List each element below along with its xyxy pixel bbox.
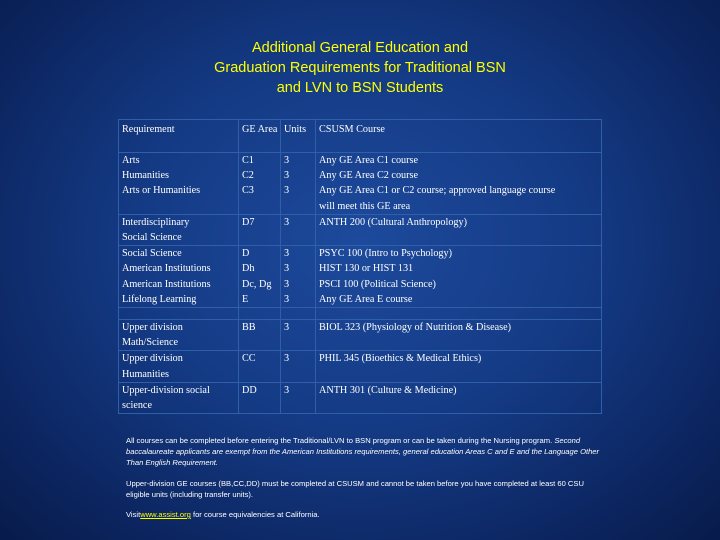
table-row [119, 351, 602, 382]
header-course: CSUSM Course [316, 120, 602, 153]
requirement-cell: Arts Humanities Arts or Humanities [119, 153, 239, 215]
requirement-cell: Interdisciplinary Social Science [119, 214, 239, 245]
requirement-cell: Upper-division social science [119, 382, 239, 413]
area-cell: BB [239, 320, 281, 351]
table-row [119, 382, 602, 413]
course-cell: ANTH 200 (Cultural Anthropology) [316, 214, 602, 245]
table-row [119, 320, 602, 351]
spacer-cell [316, 308, 602, 320]
course-cell: BIOL 323 (Physiology of Nutrition & Disease) [316, 320, 602, 351]
units-cell: 3 3 3 3 [281, 246, 316, 308]
table-row [119, 246, 602, 308]
title-line-1: Additional General Education and [251, 40, 469, 56]
note-visit-suffix: for course equivalencies at California. [190, 510, 320, 520]
units-cell: 3 [281, 214, 316, 245]
header-requirement: Requirement [119, 120, 239, 153]
note-visit-prefix: Visit [126, 510, 141, 520]
spacer-cell [119, 308, 239, 320]
requirement-cell: Social Science American Institutions American Institutions Lifelong Learning [119, 246, 239, 308]
title-line-3: and LVN to BSN Students [276, 80, 444, 96]
page-title [0, 38, 720, 98]
course-cell: PSYC 100 (Intro to Psychology) HIST 130 or HIST 131 PSCI 100 (Political Science) Any GE Area E course [316, 246, 602, 308]
table-row [119, 153, 602, 215]
table-spacer-row [119, 308, 602, 320]
units-cell: 3 [281, 382, 316, 413]
table-header-row [119, 120, 602, 153]
requirement-cell: Upper division Math/Science [119, 320, 239, 351]
spacer-cell [281, 308, 316, 320]
title-line-2: Graduation Requirements for Traditional BSN [214, 60, 506, 76]
course-cell: PHIL 345 (Bioethics & Medical Ethics) [316, 351, 602, 382]
spacer-cell [239, 308, 281, 320]
note-upper-division: Upper-division GE courses (BB,CC,DD) must be completed at CSUSM and cannot be taken before you have completed at least 60 CSU eligible units (including transfer units). [126, 478, 584, 499]
area-cell: D7 [239, 214, 281, 245]
area-cell: DD [239, 382, 281, 413]
assist-link[interactable]: www.assist.org [140, 510, 191, 520]
note-equivalencies [126, 509, 600, 520]
course-cell: Any GE Area C1 course Any GE Area C2 course Any GE Area C1 or C2 course; approved language course will meet this GE area [316, 153, 602, 215]
units-cell: 3 [281, 320, 316, 351]
note-exemption-text: Second baccalaureate applicants are exempt from the American Institutions requirements, general education Areas C and E and the Language Other Than English Requirement. [126, 436, 600, 468]
area-cell: D Dh Dc, Dg E [239, 246, 281, 308]
note-program-timing [126, 435, 600, 469]
table-row [119, 214, 602, 245]
area-cell: CC [239, 351, 281, 382]
note-plain-text: All courses can be completed before entering the Traditional/LVN to BSN program or can be taken during the Nursing program. [126, 436, 553, 445]
units-cell: 3 3 3 [281, 153, 316, 215]
requirement-cell: Upper division Humanities [119, 351, 239, 382]
header-ge-area: GE Area [239, 120, 281, 153]
notes-section [126, 435, 600, 529]
requirements-table [118, 119, 602, 414]
header-units: Units [281, 120, 316, 153]
area-cell: C1 C2 C3 [239, 153, 281, 215]
units-cell: 3 [281, 351, 316, 382]
course-cell: ANTH 301 (Culture & Medicine) [316, 382, 602, 413]
